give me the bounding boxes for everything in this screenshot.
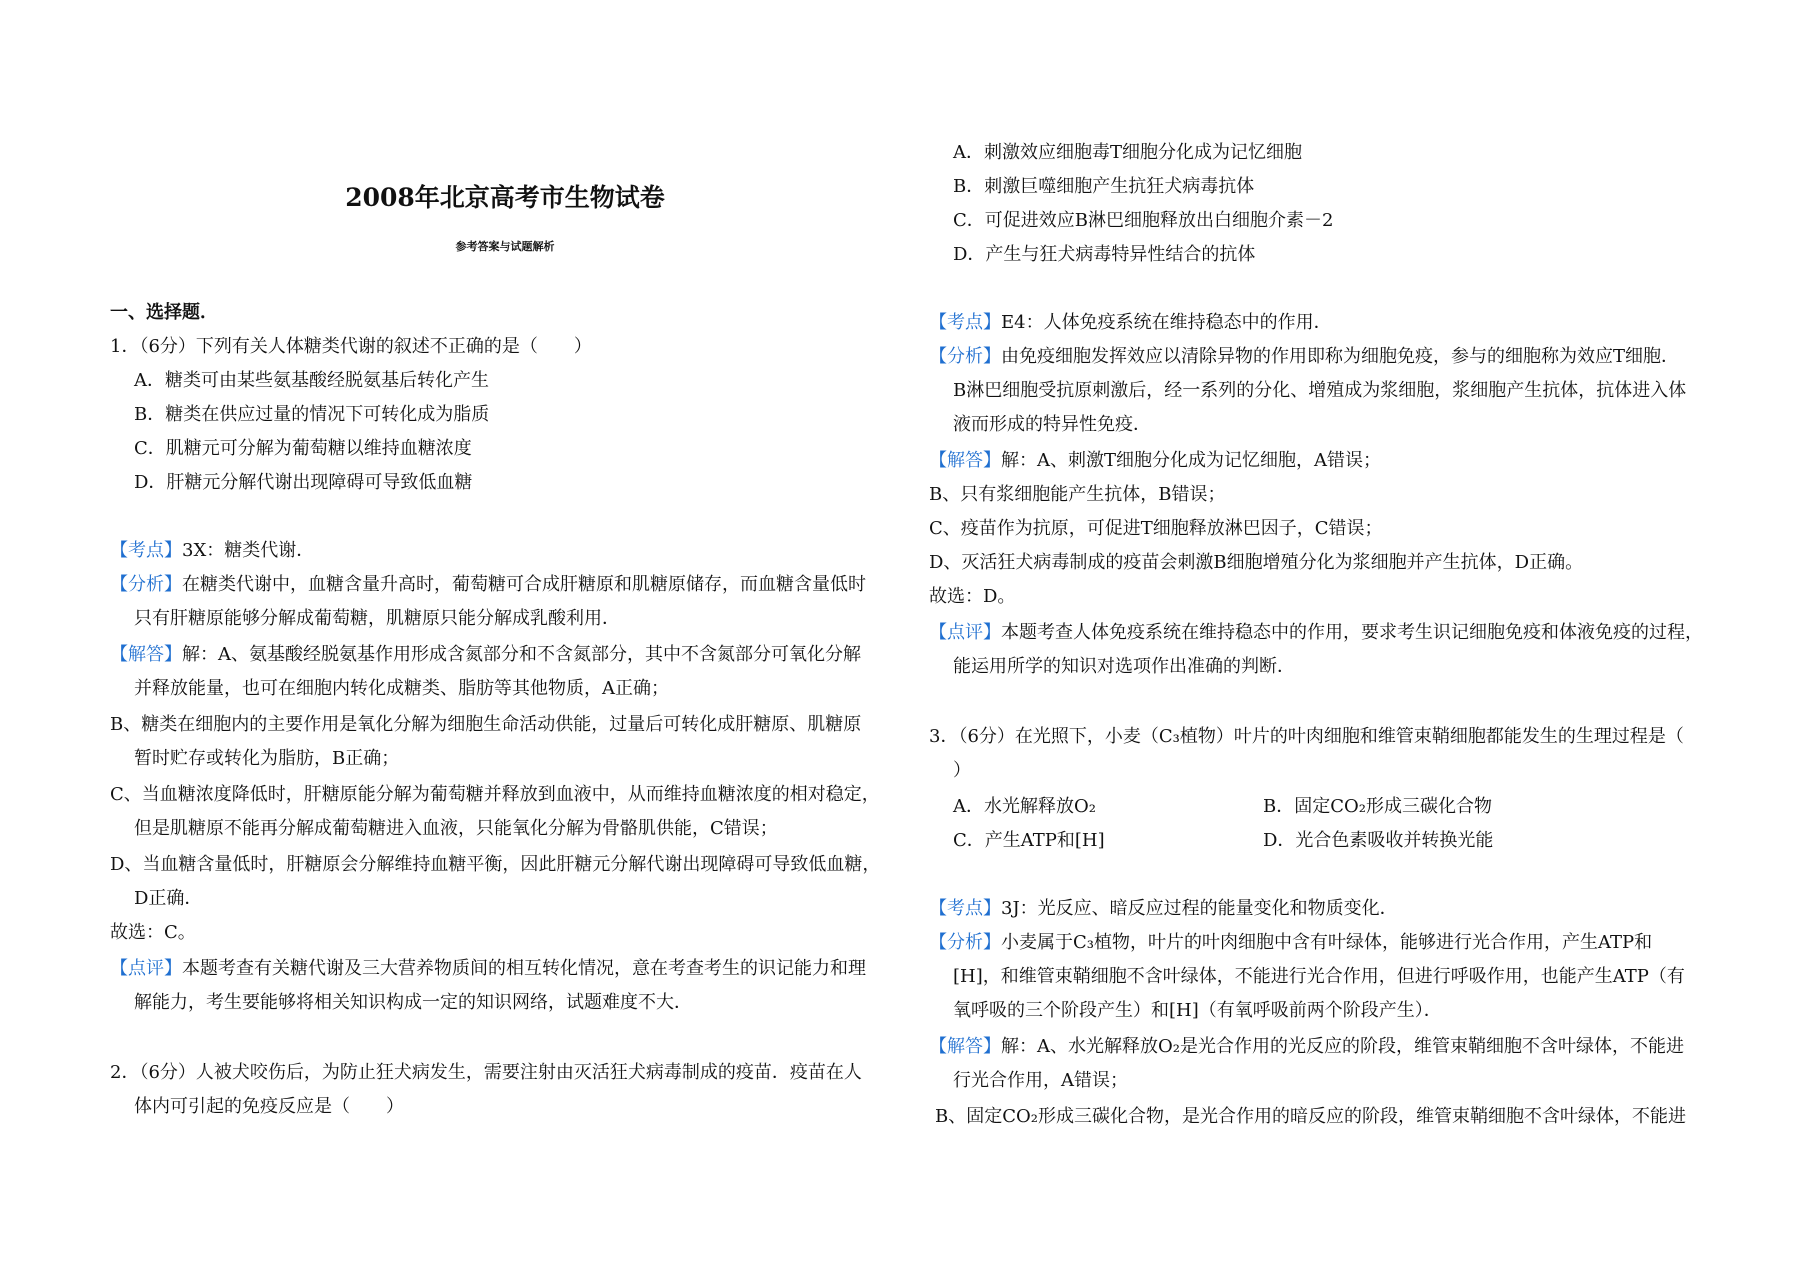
q3-kaodian — [929, 898, 1398, 920]
q3-fenxi-3: 氧呼吸的三个阶段产生）和[H]（有氧呼吸前两个阶段产生）． — [953, 1000, 1442, 1021]
q2-stem: 2．（6分）人被犬咬伤后，为防止狂犬病发生，需要注射由灭活狂犬病毒制成的疫苗．疫苗在人 — [110, 1062, 862, 1083]
q2-fenxi — [929, 346, 1679, 368]
q1-fenxi-cont: 只有肝糖原能够分解成葡萄糖，肌糖原只能分解成乳酸利用． — [134, 608, 620, 629]
q3-option-a: A．水光解释放O₂ — [953, 796, 1096, 817]
q2-option-d: D．产生与狂犬病毒特异性结合的抗体 — [953, 244, 1256, 265]
page-title: 2008年北京高考市生物试卷 — [345, 183, 665, 212]
q1-option-a: A．糖类可由某些氨基酸经脱氨基后转化产生 — [134, 370, 489, 391]
q3-fenxi-2: [H]，和维管束鞘细胞不含叶绿体，不能进行光合作用，但进行呼吸作用，也能产生ATP（有 — [953, 966, 1685, 987]
q2-fenxi-2: B淋巴细胞受抗原刺激后，经一系列的分化、增殖成为浆细胞，浆细胞产生抗体，抗体进入体 — [953, 380, 1687, 401]
page-subtitle: 参考答案与试题解析 — [455, 240, 555, 253]
q2-option-c: C．可促进效应B淋巴细胞释放出白细胞介素－2 — [953, 210, 1334, 231]
jieda-text: 解：A、氨基酸经脱氨基作用形成含氮部分和不含氮部分，其中不含氮部分可氧化分解 — [182, 644, 861, 665]
q1-option-d: D．肝糖元分解代谢出现障碍可导致低血糖 — [134, 472, 473, 493]
q2-dianping — [929, 622, 1703, 644]
dianping-text: 本题考查人体免疫系统在维持稳态中的作用，要求考生识记细胞免疫和体液免疫的过程， — [1001, 622, 1703, 643]
q1-jieda-5: C、当血糖浓度降低时，肝糖原能分解为葡萄糖并释放到血液中，从而维持血糖浓度的相对稳定， — [110, 784, 880, 805]
q1-option-b: B．糖类在供应过量的情况下可转化成为脂质 — [134, 404, 490, 425]
q1-jieda-3: B、糖类在细胞内的主要作用是氧化分解为细胞生命活动供能，过量后可转化成肝糖原、肌糖原 — [110, 714, 862, 735]
q2-jieda-2: B、只有浆细胞能产生抗体，B错误； — [929, 484, 1226, 505]
jieda-tag: 【解答】 — [929, 450, 1001, 471]
kaodian-tag: 【考点】 — [929, 312, 1001, 333]
fenxi-tag: 【分析】 — [110, 574, 182, 595]
q2-jieda — [929, 450, 1381, 472]
q2-jieda-3: C、疫苗作为抗原，可促进T细胞释放淋巴因子，C错误； — [929, 518, 1383, 539]
q1-stem: 1．（6分）下列有关人体糖类代谢的叙述不正确的是（ ） — [110, 336, 592, 357]
jieda-text: 解：A、水光解释放O₂是光合作用的光反应的阶段，维管束鞘细胞不含叶绿体，不能进 — [1001, 1036, 1684, 1057]
q1-dianping-cont: 解能力，考生要能够将相关知识构成一定的知识网络，试题难度不大． — [134, 992, 692, 1013]
q2-jieda-4: D、灭活狂犬病毒制成的疫苗会刺激B细胞增殖分化为浆细胞并产生抗体，D正确。 — [929, 552, 1584, 573]
q1-kaodian — [110, 540, 314, 562]
q2-kaodian — [929, 312, 1332, 334]
fenxi-text: 小麦属于C₃植物，叶片的叶肉细胞中含有叶绿体，能够进行光合作用，产生ATP和 — [1001, 932, 1653, 953]
q1-jieda-8: D正确． — [134, 888, 203, 909]
q1-option-c: C．肌糖元可分解为葡萄糖以维持血糖浓度 — [134, 438, 472, 459]
q3-jieda — [929, 1036, 1684, 1058]
q3-stem-cont: ） — [953, 760, 971, 781]
q3-jieda-3: B、固定CO₂形成三碳化合物，是光合作用的暗反应的阶段，维管束鞘细胞不含叶绿体，不能进 — [935, 1106, 1686, 1127]
q2-option-b: B．刺激巨噬细胞产生抗狂犬病毒抗体 — [953, 176, 1255, 197]
jieda-tag: 【解答】 — [110, 644, 182, 665]
dianping-tag: 【点评】 — [929, 622, 1001, 643]
q2-dianping-cont: 能运用所学的知识对选项作出准确的判断． — [953, 656, 1295, 677]
q1-jieda-7: D、当血糖含量低时，肝糖原会分解维持血糖平衡，因此肝糖元分解代谢出现障碍可导致低血糖， — [110, 854, 881, 875]
jieda-text: 解：A、刺激T细胞分化成为记忆细胞，A错误； — [1001, 450, 1382, 471]
section-heading: 一、选择题． — [110, 302, 218, 323]
kaodian-text: 3X：糖类代谢． — [182, 540, 315, 561]
fenxi-text: 由免疫细胞发挥效应以清除异物的作用即称为细胞免疫，参与的细胞称为效应T细胞． — [1001, 346, 1680, 367]
q3-jieda-2: 行光合作用，A错误； — [953, 1070, 1128, 1091]
q3-fenxi — [929, 932, 1652, 954]
q2-option-a: A．刺激效应细胞毒T细胞分化成为记忆细胞 — [953, 142, 1303, 163]
q3-option-b: B．固定CO₂形成三碳化合物 — [1263, 796, 1492, 817]
q2-stem-cont: 体内可引起的免疫反应是（ ） — [134, 1096, 404, 1117]
fenxi-text: 在糖类代谢中，血糖含量升高时，葡萄糖可合成肝糖原和肌糖原储存，而血糖含量低时 — [182, 574, 866, 595]
q3-option-d: D．光合色素吸收并转换光能 — [1263, 830, 1494, 851]
q1-dianping — [110, 958, 866, 980]
q1-jieda — [110, 644, 861, 666]
q3-option-c: C．产生ATP和[H] — [953, 830, 1105, 851]
jieda-tag: 【解答】 — [929, 1036, 1001, 1057]
kaodian-text: 3J：光反应、暗反应过程的能量变化和物质变化． — [1001, 898, 1398, 919]
fenxi-tag: 【分析】 — [929, 346, 1001, 367]
q2-answer: 故选：D。 — [929, 586, 1016, 607]
q1-fenxi — [110, 574, 866, 596]
q1-jieda-6: 但是肌糖原不能再分解成葡萄糖进入血液，只能氧化分解为骨骼肌供能，C错误； — [134, 818, 778, 839]
q1-jieda-4: 暂时贮存或转化为脂肪，B正确； — [134, 748, 400, 769]
kaodian-text: E4：人体免疫系统在维持稳态中的作用． — [1001, 312, 1332, 333]
dianping-text: 本题考查有关糖代谢及三大营养物质间的相互转化情况，意在考查考生的识记能力和理 — [182, 958, 866, 979]
kaodian-tag: 【考点】 — [929, 898, 1001, 919]
q3-stem: 3．（6分）在光照下，小麦（C₃植物）叶片的叶肉细胞和维管束鞘细胞都能发生的生理过程是（ — [929, 726, 1684, 747]
q1-jieda-2: 并释放能量，也可在细胞内转化成糖类、脂肪等其他物质，A正确； — [134, 678, 669, 699]
fenxi-tag: 【分析】 — [929, 932, 1001, 953]
kaodian-tag: 【考点】 — [110, 540, 182, 561]
dianping-tag: 【点评】 — [110, 958, 182, 979]
q1-answer: 故选：C。 — [110, 922, 196, 943]
q2-fenxi-3: 液而形成的特异性免疫． — [953, 414, 1151, 435]
